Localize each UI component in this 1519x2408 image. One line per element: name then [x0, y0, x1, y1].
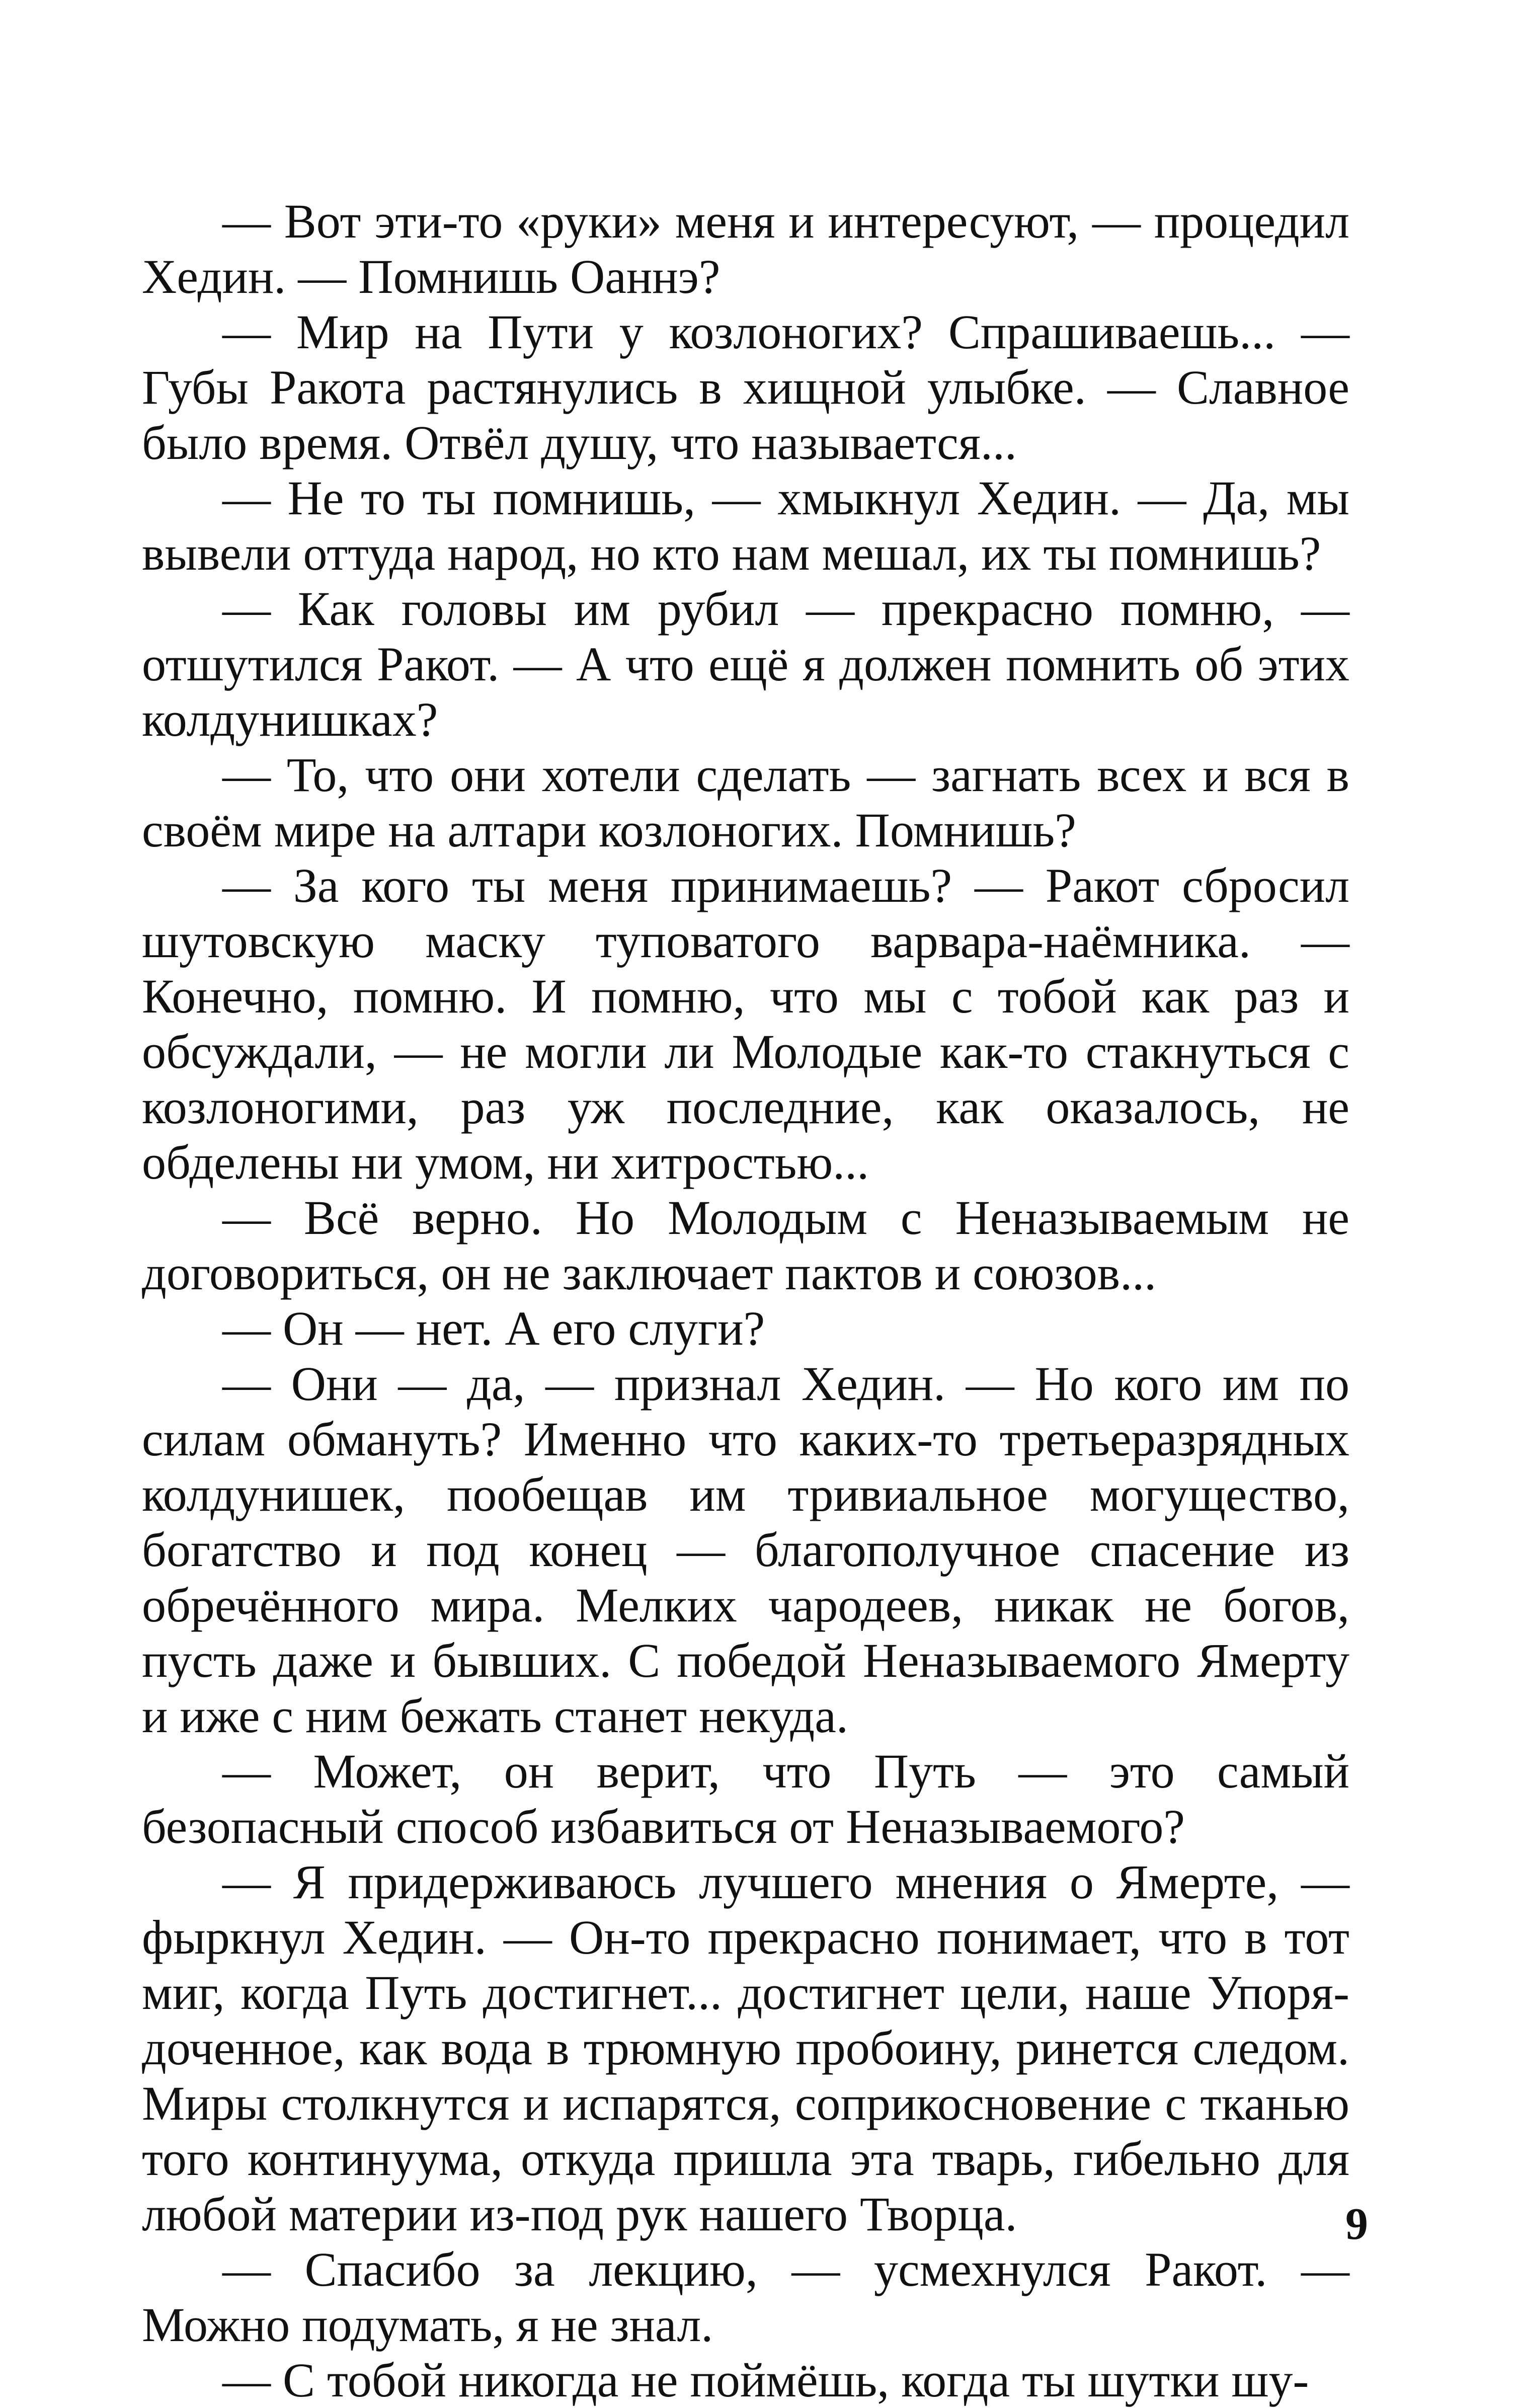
paragraph-8: — Он — нет. А его слуги? [222, 1301, 765, 1355]
body-text [142, 194, 1349, 2408]
page-number: 9 [1345, 2199, 1368, 2249]
paragraph-2: — Мир на Пути у козлоногих? Спрашиваешь... — Губы Ракота растянулись в хищной улыбке. — Славное было время. Отвёл душу, что называется... [142, 305, 1349, 470]
paragraph-10: — Может, он верит, что Путь — это самый безопасный способ избавиться от Неназываемого? [142, 1744, 1349, 1853]
paragraph-6: — За кого ты меня принимаешь? — Ракот сбросил шутовскую маску туповатого варвара-наёмника. — Конечно, помню. И помню, что мы с тобой как раз и обсуждали, — не могли ли Молодые как-то стакнуться с козлоногими, раз уж последние, как оказалось, не обделены ни умом, ни хитростью... [142, 859, 1349, 1189]
paragraph-7: — Всё верно. Но Молодым с Неназываемым не договориться, он не заключает пактов и союзов... [142, 1191, 1349, 1300]
paragraph-3: — Не то ты помнишь, — хмыкнул Хедин. — Да, мы вывели оттуда народ, но кто нам мешал, их ты помнишь? [142, 471, 1349, 580]
paragraph-12: — Спасибо за лекцию, — усмехнулся Ракот. — Можно подумать, я не знал. [142, 2242, 1349, 2352]
paragraph-11: — Я придерживаюсь лучшего мнения о Ямерте, — фыркнул Хедин. — Он-то прекрасно понимает, что в тот миг, когда Путь достигнет... достигнет цели, наше Упорядоченное, как вода в трюмную пробоину, ринется следом. Миры столкнутся и испарятся, соприкосновение с тканью того континуума, откуда пришла эта тварь, гибельно для любой материи из-под рук нашего Творца. [142, 1855, 1349, 2241]
paragraph-1: — Вот эти-то «руки» меня и интересуют, — процедил Хедин. — Помнишь Оаннэ? [142, 194, 1349, 303]
paragraph-5: — То, что они хотели сделать — загнать всех и вся в своём мире на алтари козлоногих. Помнишь? [142, 748, 1349, 857]
paragraph-13: — С тобой никогда не поймёшь, когда ты шутки шу- [222, 2353, 1309, 2407]
paragraph-4: — Как головы им рубил — прекрасно помню, — отшутился Ракот. — А что ещё я должен помнить об этих колдунишках? [142, 582, 1349, 746]
paragraph-9: — Они — да, — признал Хедин. — Но кого им по силам обмануть? Именно что каких-то третьеразрядных колдунишек, пообещав им тривиальное могущество, богатство и под конец — благополучное спасение из обречённого мира. Мелких чародеев, никак не богов, пусть даже и бывших. С победой Неназываемого Ямерту и иже с ним бежать станет некуда. [142, 1357, 1349, 1743]
